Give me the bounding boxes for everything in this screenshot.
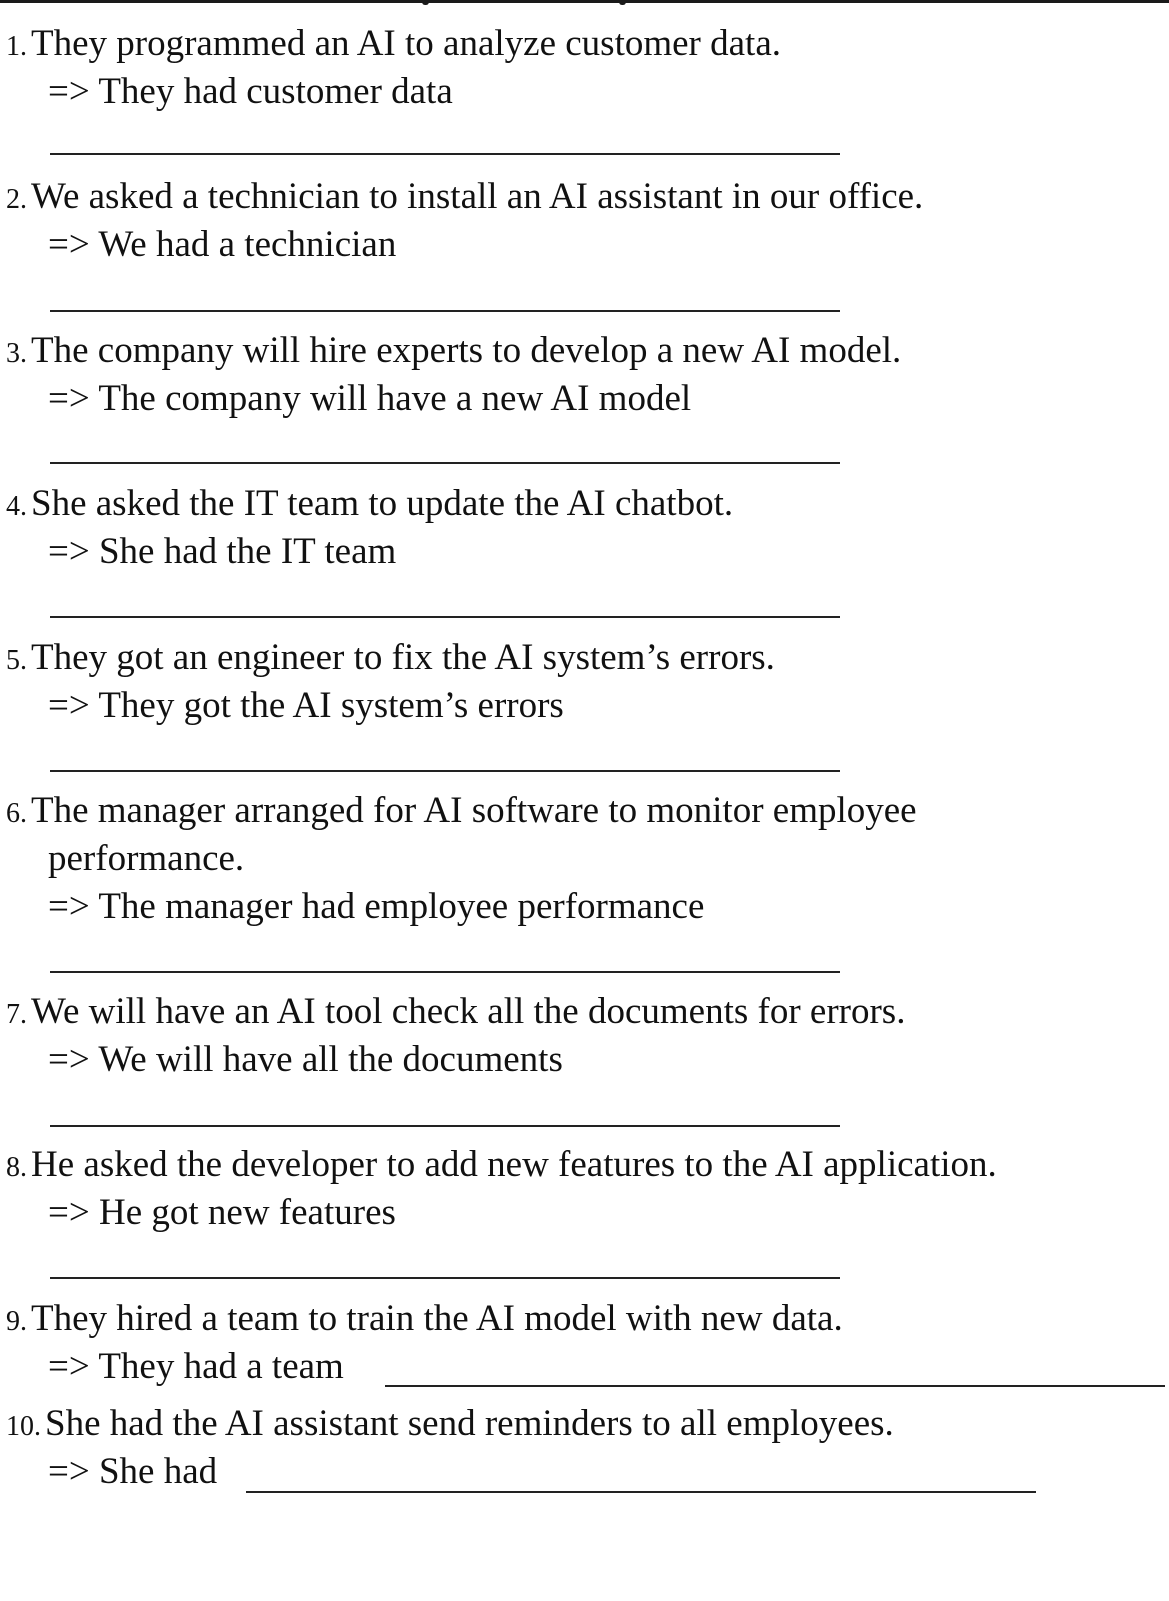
item-number: 9. xyxy=(6,1306,27,1337)
answer-blank[interactable] xyxy=(50,770,840,772)
item-sentence xyxy=(6,482,733,529)
item-sentence xyxy=(6,22,781,69)
item-number: 4. xyxy=(6,491,27,522)
rewrite-prompt: => We will have all the documents xyxy=(48,1039,563,1080)
item-sentence xyxy=(6,1143,997,1190)
item-number: 1. xyxy=(6,31,27,62)
rewrite-prompt: => They had a team xyxy=(48,1346,344,1387)
sentence-text: We will have an AI tool check all the documents for errors. xyxy=(31,991,906,1032)
answer-blank[interactable] xyxy=(385,1385,1165,1387)
answer-blank[interactable] xyxy=(50,616,840,618)
rewrite-prompt: => The manager had employee performance xyxy=(48,886,705,927)
item-sentence xyxy=(6,1402,894,1449)
item-sentence xyxy=(6,636,775,683)
item-number: 5. xyxy=(6,645,27,676)
item-number: 3. xyxy=(6,338,27,369)
rewrite-prompt: => We had a technician xyxy=(48,224,397,265)
answer-blank[interactable] xyxy=(50,310,840,312)
item-number: 8. xyxy=(6,1152,27,1183)
sentence-continuation: performance. xyxy=(48,838,245,879)
sentence-text: They got an engineer to fix the AI system’s errors. xyxy=(31,637,775,678)
item-number: 2. xyxy=(6,184,27,215)
sentence-text: The company will hire experts to develop a new AI model. xyxy=(31,330,902,371)
rewrite-prompt: => The company will have a new AI model xyxy=(48,378,692,419)
rewrite-prompt: => She had the IT team xyxy=(48,531,397,572)
item-sentence xyxy=(6,329,901,376)
rewrite-prompt: => They got the AI system’s errors xyxy=(48,685,564,726)
answer-blank[interactable] xyxy=(50,462,840,464)
item-number: 6. xyxy=(6,798,27,829)
sentence-text: We asked a technician to install an AI assistant in our office. xyxy=(31,176,924,217)
sentence-text: They programmed an AI to analyze customer data. xyxy=(31,23,781,64)
rewrite-prompt: => She had xyxy=(48,1451,218,1492)
item-sentence xyxy=(6,789,917,836)
answer-blank[interactable] xyxy=(246,1491,1036,1493)
item-number: 10. xyxy=(6,1411,41,1442)
item-sentence xyxy=(6,990,905,1037)
item-number: 7. xyxy=(6,999,27,1030)
rewrite-prompt: => He got new features xyxy=(48,1192,396,1233)
sentence-text: He asked the developer to add new features to the AI application. xyxy=(31,1144,997,1185)
answer-blank[interactable] xyxy=(50,1277,840,1279)
rewrite-prompt: => They had customer data xyxy=(48,71,453,112)
answer-blank[interactable] xyxy=(50,1125,840,1127)
sentence-text: She had the AI assistant send reminders to all employees. xyxy=(45,1403,894,1444)
answer-blank[interactable] xyxy=(50,153,840,155)
item-sentence xyxy=(6,175,923,222)
sentence-text: The manager arranged for AI software to monitor employee xyxy=(31,790,917,831)
sentence-text: She asked the IT team to update the AI chatbot. xyxy=(31,483,734,524)
sentence-text: They hired a team to train the AI model with new data. xyxy=(31,1298,843,1339)
item-sentence xyxy=(6,1297,843,1344)
answer-blank[interactable] xyxy=(50,971,840,973)
